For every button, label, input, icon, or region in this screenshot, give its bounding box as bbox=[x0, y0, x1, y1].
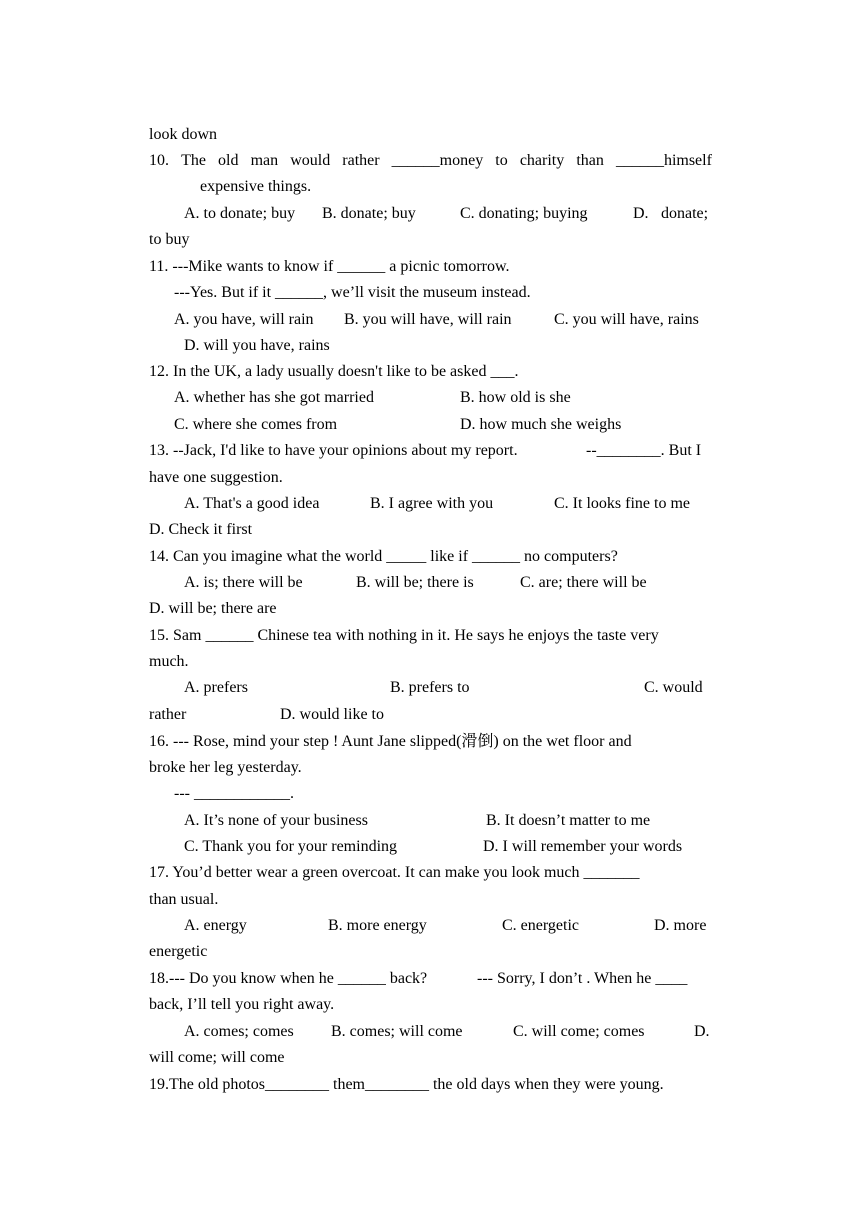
question-18-stem-cont: back, I’ll tell you right away. bbox=[149, 996, 335, 1013]
option-b: B. prefers to bbox=[390, 679, 470, 696]
option-b: B. It doesn’t matter to me bbox=[486, 812, 651, 829]
option-a: A. That's a good idea bbox=[184, 495, 320, 512]
question-12-stem: 12. In the UK, a lady usually doesn't like to be asked ___. bbox=[149, 363, 519, 380]
option-c: C. donating; buying bbox=[460, 205, 588, 222]
question-16-reply: --- ____________. bbox=[174, 785, 294, 802]
option-a: A. is; there will be bbox=[184, 574, 303, 591]
option-b: B. donate; buy bbox=[322, 205, 416, 222]
option-d: D. bbox=[633, 205, 649, 222]
option-c: C. you will have, rains bbox=[554, 311, 699, 328]
option-d-text: donate; bbox=[661, 205, 709, 222]
option-b: B. how old is she bbox=[460, 389, 571, 406]
option-c: C. where she comes from bbox=[174, 416, 338, 433]
option-d: D. would like to bbox=[280, 706, 384, 723]
option-d-cont: energetic bbox=[149, 943, 208, 960]
option-a: A. prefers bbox=[184, 679, 248, 696]
question-16-stem: 16. --- Rose, mind your step ! Aunt Jane slipped(滑倒) on the wet floor and bbox=[149, 733, 632, 750]
option-d-cont: to buy bbox=[149, 231, 190, 248]
option-b: B. more energy bbox=[328, 917, 427, 934]
question-14-stem: 14. Can you imagine what the world _____ like if ______ no computers? bbox=[149, 548, 618, 565]
option-c: C. would bbox=[644, 679, 703, 696]
option-c-cont: rather bbox=[149, 706, 187, 723]
text-line: look down bbox=[149, 126, 217, 143]
option-d: D. will be; there are bbox=[149, 600, 277, 617]
option-b: B. will be; there is bbox=[356, 574, 474, 591]
question-11-reply: ---Yes. But if it ______, we’ll visit the museum instead. bbox=[174, 284, 531, 301]
question-15-stem: 15. Sam ______ Chinese tea with nothing in it. He says he enjoys the taste very bbox=[149, 627, 659, 644]
option-a: A. comes; comes bbox=[184, 1023, 294, 1040]
option-d: D. will you have, rains bbox=[184, 337, 330, 354]
option-a: A. to donate; buy bbox=[184, 205, 296, 222]
option-d: D. Check it first bbox=[149, 521, 253, 538]
option-b: B. comes; will come bbox=[331, 1023, 463, 1040]
option-d: D. more bbox=[654, 917, 707, 934]
option-d-cont: will come; will come bbox=[149, 1049, 285, 1066]
option-c: C. energetic bbox=[502, 917, 580, 934]
question-13-stem: 13. --Jack, I'd like to have your opinions about my report. bbox=[149, 442, 518, 459]
question-10-stem-cont: expensive things. bbox=[200, 178, 312, 195]
question-15-stem-cont: much. bbox=[149, 653, 189, 670]
option-b: B. I agree with you bbox=[370, 495, 494, 512]
question-10-stem: 10. The old man would rather ______money to charity than ______himself bbox=[149, 152, 712, 169]
question-13-reply: --________. But I bbox=[586, 442, 702, 459]
option-b: B. you will have, will rain bbox=[344, 311, 512, 328]
option-c: C. It looks fine to me bbox=[554, 495, 690, 512]
question-13-stem-cont: have one suggestion. bbox=[149, 469, 283, 486]
question-18-reply: --- Sorry, I don’t . When he ____ bbox=[477, 970, 688, 987]
option-d: D. I will remember your words bbox=[483, 838, 683, 855]
question-18-stem: 18.--- Do you know when he ______ back? bbox=[149, 970, 428, 987]
option-c: C. are; there will be bbox=[520, 574, 647, 591]
option-a: A. whether has she got married bbox=[174, 389, 374, 406]
question-16-stem-cont: broke her leg yesterday. bbox=[149, 759, 302, 776]
option-d: D. bbox=[694, 1023, 710, 1040]
option-c: C. will come; comes bbox=[513, 1023, 645, 1040]
option-c: C. Thank you for your reminding bbox=[184, 838, 398, 855]
question-11-stem: 11. ---Mike wants to know if ______ a picnic tomorrow. bbox=[149, 258, 510, 275]
question-17-stem-cont: than usual. bbox=[149, 891, 219, 908]
option-a: A. energy bbox=[184, 917, 247, 934]
question-17-stem: 17. You’d better wear a green overcoat. It can make you look much _______ bbox=[149, 864, 640, 881]
option-a: A. you have, will rain bbox=[174, 311, 314, 328]
question-19-stem: 19.The old photos________ them________ the old days when they were young. bbox=[149, 1076, 664, 1093]
option-d: D. how much she weighs bbox=[460, 416, 622, 433]
option-a: A. It’s none of your business bbox=[184, 812, 368, 829]
